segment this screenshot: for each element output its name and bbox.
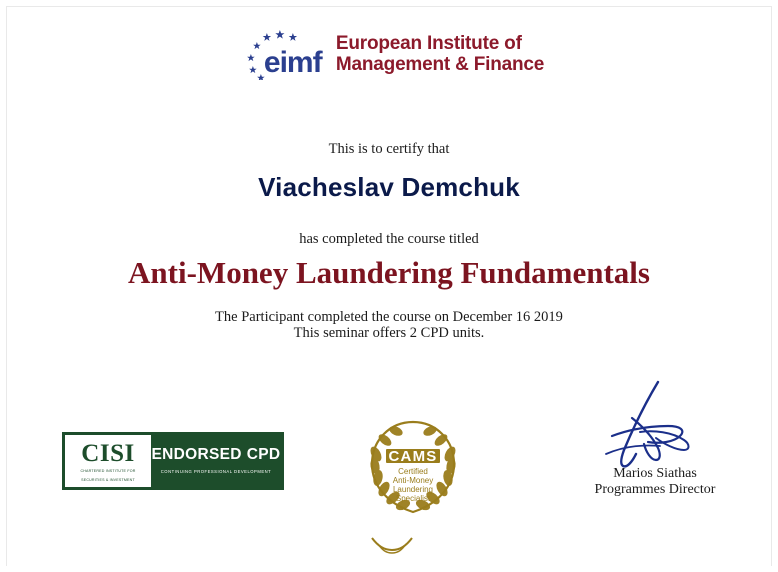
- page-border-top: [6, 6, 772, 7]
- eimf-logo-text: [336, 33, 544, 76]
- svg-text:Anti-Money: Anti-Money: [392, 476, 434, 485]
- svg-text:Certified: Certified: [398, 467, 428, 476]
- issuer-name-line1: European Institute of: [335, 32, 522, 54]
- eimf-logo: [234, 28, 544, 80]
- cisi-endorsed-row: [152, 446, 281, 464]
- cams-ribbon-icon: [368, 536, 416, 564]
- course-title: Anti-Money Laundering Fundamentals: [128, 255, 650, 290]
- cisi-badge-left: [65, 435, 151, 487]
- cams-seal-icon: [352, 416, 474, 528]
- cisi-endorsed-cpd-badge: [62, 432, 284, 490]
- cisi-subtitle-line2: SECURITIES & INVESTMENT: [81, 477, 135, 482]
- completed-line: has completed the course titled: [299, 231, 479, 247]
- recipient-name: Viacheslav Demchuk: [258, 172, 520, 202]
- svg-text:Laundering: Laundering: [392, 485, 434, 494]
- cisi-caption: CONTINUING PROFESSIONAL DEVELOPMENT: [160, 469, 272, 474]
- issuer-name-line2: Management & Finance: [335, 54, 545, 75]
- cisi-badge-right: [151, 435, 281, 487]
- signatory-name: Marios Siathas: [613, 466, 697, 481]
- cisi-endorsed-label: ENDORSED: [151, 446, 242, 463]
- eimf-logo-mark-icon: [234, 28, 326, 80]
- cpd-units-line: This seminar offers 2 CPD units.: [293, 325, 485, 341]
- svg-text:eimf: eimf: [263, 46, 322, 79]
- signature-image: [576, 378, 706, 474]
- svg-text:Specialist: Specialist: [395, 494, 431, 503]
- completion-date-line: The Participant completed the course on December 16 2019: [215, 309, 563, 325]
- cisi-name: CISI: [81, 440, 135, 468]
- cisi-subtitle-line1: CHARTERED INSTITUTE FOR: [80, 469, 136, 474]
- signatory-role: Programmes Director: [594, 482, 716, 497]
- certify-line: This is to certify that: [328, 141, 450, 157]
- cisi-cpd-label: CPD: [246, 446, 281, 463]
- svg-text:CAMS: CAMS: [388, 448, 438, 465]
